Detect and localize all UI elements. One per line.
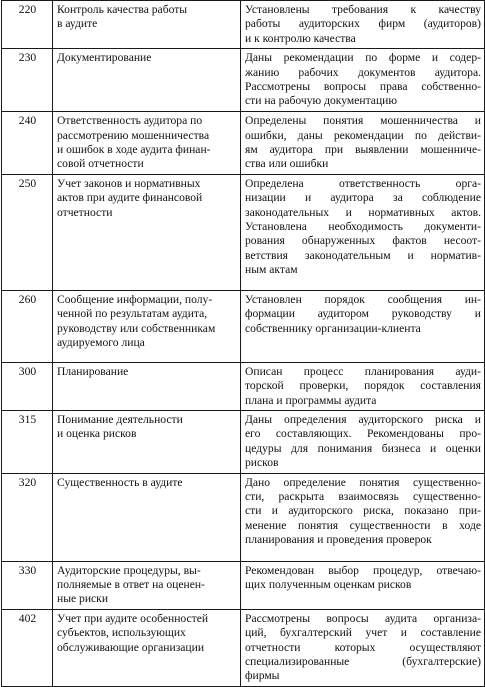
standard-description-line: сти на рабочую документацию: [245, 94, 398, 108]
standard-description-line: Дано определение понятия существенно-: [245, 475, 481, 489]
standard-code: 240: [2, 112, 53, 175]
standard-name-line: Учет при аудите особенностей: [57, 611, 209, 625]
standard-description-line: щих полученным оценкам рисков: [245, 577, 412, 591]
standard-description-line: Даны определения аудиторского риска и: [245, 413, 481, 426]
table-row: [2, 561, 485, 609]
table-row: [2, 609, 485, 686]
standard-name-line: Сообщение информации, полу-: [57, 292, 213, 306]
standard-description: [241, 411, 485, 474]
standard-name-line: Ответственность аудитора по: [57, 114, 203, 128]
standard-code: 260: [2, 290, 53, 362]
standard-name-line: обслуживающие организации: [57, 640, 205, 654]
table-row: [2, 362, 485, 410]
standard-name-line: актов при аудите финансовой: [57, 191, 203, 205]
standard-description-line: низации и аудитора за соблюдение: [245, 191, 481, 205]
table-row: [2, 473, 485, 561]
standard-description-line: и к контролю качества: [245, 31, 356, 45]
table-row: [2, 290, 485, 362]
standard-name: [53, 473, 241, 561]
standard-name: [53, 561, 241, 609]
standard-description: [241, 174, 485, 290]
standard-description-line: формации аудитором руководству и: [245, 307, 481, 321]
standard-description-line: Рассмотрены вопросы права собственно-: [245, 79, 481, 93]
standard-name-line: аудируемого лица: [57, 336, 145, 350]
standard-description-line: торской проверки, порядок составления: [245, 379, 481, 393]
standard-code: 250: [2, 174, 53, 290]
standard-name-line: ченной по результатам аудита,: [57, 307, 208, 321]
standard-description-line: Установлена необходимость документи-: [245, 219, 481, 233]
standard-name-line: рассмотрению мошенничества: [57, 128, 210, 142]
standard-description-line: Даны рекомендации по форме и содер-: [245, 51, 481, 65]
table-row: [2, 174, 485, 290]
standard-name-line: ные риски: [57, 592, 109, 606]
standard-name-line: Существенность в аудите: [57, 475, 183, 489]
standard-name: [53, 362, 241, 410]
standard-description: [241, 49, 485, 112]
standard-description: [241, 609, 485, 686]
standard-code: 220: [2, 1, 53, 49]
standard-name-line: Планирование: [57, 364, 129, 378]
standard-description-line: ям аудитора при выявлении мошенниче-: [245, 142, 481, 156]
standard-description-line: Определена ответственность орга-: [245, 176, 481, 190]
standard-description: [241, 1, 485, 49]
standard-description-line: ветствия законодательным и норматив-: [245, 248, 481, 262]
standard-name: [53, 112, 241, 175]
table-row: [2, 112, 485, 175]
standard-description-line: Рассмотрены вопросы аудита организа-: [245, 611, 481, 625]
standard-name: [53, 174, 241, 290]
standard-code: 320: [2, 473, 53, 561]
standard-description-line: менение понятия существенности в ходе: [245, 518, 481, 532]
standard-description-line: Определены понятия мошенничества и: [245, 114, 481, 128]
standard-description: [241, 473, 485, 561]
standard-description-line: Установлен порядок сообщения ин-: [245, 292, 481, 306]
standard-description-line: ства или ошибки: [245, 157, 329, 171]
standard-description-line: рования обнаруженных фактов несоот-: [245, 234, 481, 248]
standard-name-line: Контроль качества работы: [57, 3, 188, 16]
standard-code: 300: [2, 362, 53, 410]
standard-description: [241, 112, 485, 175]
table-row: [2, 1, 485, 49]
standard-description-line: фирмы: [245, 669, 280, 683]
standard-name-line: и ошибок в ходе аудита финан-: [57, 143, 211, 156]
table-row: [2, 49, 485, 112]
standard-description-line: Рекомендован выбор процедур, отвечаю-: [245, 563, 481, 577]
standard-name-line: совой отчетности: [57, 157, 144, 171]
standard-code: 230: [2, 49, 53, 112]
table-row: [2, 411, 485, 474]
standard-name: [53, 290, 241, 362]
table-body: [2, 1, 485, 687]
standard-code: 315: [2, 411, 53, 474]
standards-table: [1, 0, 485, 687]
standard-description-line: работы аудиторских фирм (аудиторов): [245, 17, 481, 31]
standard-description: [241, 290, 485, 362]
standard-description-line: жанию рабочих документов аудитора.: [245, 65, 481, 79]
standard-code: 402: [2, 609, 53, 686]
standard-description-line: Установлены требования к качеству: [245, 3, 481, 16]
standard-name-line: руководству или собственникам: [57, 321, 216, 335]
standard-description-line: ций, бухгалтерский учет и составление: [245, 626, 481, 640]
standard-description-line: его составляющих. Рекомендованы про-: [245, 427, 481, 441]
standard-description-line: собственнику организации-клиента: [245, 321, 421, 335]
standard-description: [241, 561, 485, 609]
standard-description-line: цедуры для понимания бизнеса и оценки: [245, 441, 481, 455]
standard-description-line: специализированные (бухгалтерские): [245, 654, 481, 668]
standard-name: [53, 49, 241, 112]
standard-description: [241, 362, 485, 410]
standard-description-line: рисков: [245, 456, 279, 470]
standard-description-line: сти и аудиторского риска, показано при-: [245, 504, 481, 518]
standard-name: [53, 1, 241, 49]
standard-name: [53, 411, 241, 474]
standard-description-line: отчетности которых осуществляют: [245, 640, 481, 654]
standard-name-line: Понимание деятельности: [57, 413, 183, 426]
standard-description-line: плана и программы аудита: [245, 393, 377, 407]
standard-name-line: в аудите: [57, 17, 98, 31]
standard-description-line: законодательных и нормативных актов.: [245, 205, 481, 219]
standard-name: [53, 609, 241, 686]
standard-description-line: ошибки, даны рекомендации по действи-: [245, 128, 481, 142]
standard-name-line: Документирование: [57, 51, 152, 65]
standard-description-line: Описан процесс планирования ауди-: [245, 364, 481, 378]
standard-name-line: полняемые в ответ на оценен-: [57, 577, 205, 591]
standard-code: 330: [2, 561, 53, 609]
standard-description-line: сти, раскрыта взаимосвязь существенно-: [245, 489, 481, 503]
standard-name-line: отчетности: [57, 205, 113, 219]
standard-name-line: Аудиторские процедуры, вы-: [57, 563, 201, 577]
standard-description-line: планирования и проведения проверок: [245, 533, 432, 547]
standard-name-line: и оценка рисков: [57, 427, 137, 441]
standard-description-line: ным актам: [245, 263, 298, 277]
standard-name-line: субъектов, использующих: [57, 626, 186, 640]
standard-name-line: Учет законов и нормативных: [57, 176, 201, 190]
